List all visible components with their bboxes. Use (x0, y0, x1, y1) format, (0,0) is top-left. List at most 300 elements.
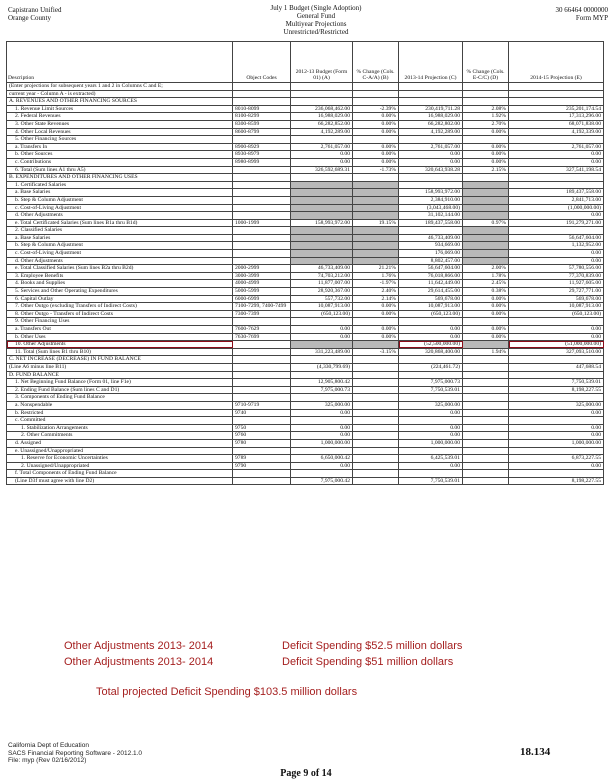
row-object-code: 8900-8929 (233, 143, 291, 151)
row-object-code: 6000-6999 (233, 295, 291, 303)
row-description: a. Nonspendable (7, 401, 233, 409)
row-budget-a (291, 83, 353, 91)
row-projection-e: (1,000,000.00) (509, 204, 604, 212)
table-row (7, 219, 604, 227)
row-change-b: 0.00% (353, 151, 399, 159)
table-header-row (7, 42, 604, 83)
row-projection-c: (52,500,000.00) (399, 341, 463, 349)
row-budget-a: 12,905,800.42 (291, 379, 353, 387)
row-change-b: 2.40% (353, 288, 399, 296)
row-projection-e: 8,198,227.55 (509, 386, 604, 394)
row-change-d (463, 174, 509, 182)
row-change-b: -1.73% (353, 166, 399, 174)
row-change-b: 1.76% (353, 272, 399, 280)
row-budget-a: 0.00 (291, 424, 353, 432)
row-change-b (353, 83, 399, 91)
row-budget-a: 0.00 (291, 158, 353, 166)
row-projection-e (509, 83, 604, 91)
row-projection-e: 77,370,839.00 (509, 272, 604, 280)
row-projection-c: 230,419,711.28 (399, 105, 463, 113)
row-change-d: 0.00% (463, 295, 509, 303)
annotation-line-2-left: Other Adjustments 2013- 2014 (64, 656, 214, 668)
row-object-code: 8010-8099 (233, 105, 291, 113)
table-row (7, 394, 604, 402)
row-change-d (463, 242, 509, 250)
row-budget-a: 331,223,489.00 (291, 348, 353, 356)
row-budget-a (291, 212, 353, 220)
county-name: Orange County (8, 14, 51, 22)
table-row (7, 401, 604, 409)
row-budget-a (291, 181, 353, 189)
table-row (7, 212, 604, 220)
row-change-b: 0.00% (353, 113, 399, 121)
row-change-d (463, 196, 509, 204)
table-row (7, 120, 604, 128)
row-projection-c: 320,643,938.28 (399, 166, 463, 174)
row-change-b (353, 447, 399, 455)
row-projection-c: 569,678.00 (399, 295, 463, 303)
row-description: C. NET INCREASE (DECREASE) IN FUND BALANCE (7, 356, 233, 364)
row-change-b: 0.00% (353, 158, 399, 166)
row-budget-a: 11,877,007.00 (291, 280, 353, 288)
row-projection-c: (650,123.00) (399, 310, 463, 318)
row-change-d: 0.38% (463, 288, 509, 296)
row-projection-c: 0.00 (399, 333, 463, 341)
row-description: a. Base Salaries (7, 189, 233, 197)
row-change-b (353, 341, 399, 349)
row-projection-e (509, 136, 604, 144)
row-budget-a (291, 98, 353, 106)
row-change-b (353, 401, 399, 409)
row-object-code: 7600-7629 (233, 326, 291, 334)
table-row (7, 310, 604, 318)
table-row (7, 196, 604, 204)
row-object-code: 7100-7299, 7400-7499 (233, 303, 291, 311)
row-projection-c: 4,192,289.00 (399, 128, 463, 136)
report-title (206, 4, 426, 36)
row-budget-a (291, 356, 353, 364)
row-projection-e: 57,780,556.00 (509, 265, 604, 273)
table-row (7, 386, 604, 394)
row-change-b (353, 181, 399, 189)
row-change-b: 0.00% (353, 333, 399, 341)
row-description: d. Assigned (7, 439, 233, 447)
row-projection-e: 29,727,771.00 (509, 288, 604, 296)
row-change-d (463, 250, 509, 258)
row-projection-e (509, 90, 604, 98)
row-budget-a (291, 90, 353, 98)
row-change-d (463, 318, 509, 326)
table-row (7, 136, 604, 144)
row-projection-e: 447,688.54 (509, 363, 604, 371)
district-name: Capistrano Unified (8, 6, 62, 14)
row-description: c. Cost-of-Living Adjustment (7, 204, 233, 212)
row-change-b (353, 409, 399, 417)
form-name: Form MYP (575, 14, 608, 22)
table-row (7, 83, 604, 91)
row-projection-c: 189,437,558.00 (399, 219, 463, 227)
row-change-d (463, 417, 509, 425)
row-object-code: 9790 (233, 462, 291, 470)
row-description: 3. Employee Benefits (7, 272, 233, 280)
row-projection-c (399, 98, 463, 106)
row-budget-a: 7,975,000.42 (291, 477, 353, 485)
row-object-code (233, 189, 291, 197)
row-projection-c: 158,993,972.00 (399, 189, 463, 197)
row-change-d: 2.08% (463, 105, 509, 113)
row-projection-c: 6,425,539.01 (399, 455, 463, 463)
row-projection-c (399, 136, 463, 144)
row-description: 3. Components of Ending Fund Balance (7, 394, 233, 402)
row-projection-e: 7,750,539.01 (509, 379, 604, 387)
row-object-code (233, 417, 291, 425)
row-projection-e: 11,927,605.00 (509, 280, 604, 288)
title-line-4: Unrestricted/Restricted (283, 28, 349, 36)
row-description: f. Total Components of Ending Fund Balance (7, 470, 233, 478)
row-change-d (463, 462, 509, 470)
row-projection-c: 0.00 (399, 151, 463, 159)
table-row (7, 227, 604, 235)
row-change-b: 0.00% (353, 143, 399, 151)
row-projection-c: (3,043,468.00) (399, 204, 463, 212)
row-object-code (233, 363, 291, 371)
row-change-b (353, 318, 399, 326)
row-object-code (233, 257, 291, 265)
row-projection-c (399, 83, 463, 91)
row-change-d (463, 394, 509, 402)
row-change-d (463, 439, 509, 447)
row-change-d: 0.00% (463, 303, 509, 311)
row-change-b (353, 196, 399, 204)
row-change-d (463, 98, 509, 106)
row-change-b: 21.21% (353, 265, 399, 273)
row-projection-c: 0.00 (399, 432, 463, 440)
row-projection-e: 0.00 (509, 257, 604, 265)
row-projection-e: 68,071,838.00 (509, 120, 604, 128)
footer-source (8, 742, 142, 765)
row-description: current year - Column A - is extracted) (7, 90, 233, 98)
row-projection-c: 56,647,604.00 (399, 265, 463, 273)
row-description: 2. Unassigned/Unappropriated (7, 462, 233, 470)
table-row (7, 295, 604, 303)
page-number-code: 18.134 (520, 746, 551, 758)
row-description: b. Other Uses (7, 333, 233, 341)
row-projection-c: 7,975,000.73 (399, 379, 463, 387)
row-change-d (463, 386, 509, 394)
row-budget-a: 0.00 (291, 151, 353, 159)
col-change-b: % Change (Cols. C-A/A) (B) (353, 42, 399, 83)
district-code: 30 66464 0000000 (555, 6, 608, 14)
row-projection-c: 11,642,449.00 (399, 280, 463, 288)
table-row (7, 333, 604, 341)
row-change-d (463, 363, 509, 371)
row-change-b (353, 477, 399, 485)
row-change-b (353, 455, 399, 463)
row-object-code: 5000-5999 (233, 288, 291, 296)
row-object-code: 7630-7699 (233, 333, 291, 341)
row-change-d: 2.15% (463, 166, 509, 174)
col-description: Description (7, 42, 233, 83)
table-row (7, 257, 604, 265)
row-change-b (353, 424, 399, 432)
row-change-d (463, 447, 509, 455)
row-budget-a (291, 196, 353, 204)
row-budget-a: 66,282,852.00 (291, 120, 353, 128)
row-change-b: -2.39% (353, 105, 399, 113)
row-object-code (233, 83, 291, 91)
row-description: 6. Total (Sum lines A1 thru A5) (7, 166, 233, 174)
row-projection-c: 2,384,910.00 (399, 196, 463, 204)
row-projection-c: 2,761,057.00 (399, 143, 463, 151)
row-projection-c: 176,069.00 (399, 250, 463, 258)
row-projection-e: 0.00 (509, 151, 604, 159)
row-object-code (233, 371, 291, 379)
row-object-code (233, 234, 291, 242)
row-change-d (463, 356, 509, 364)
row-projection-c: 10,087,913.00 (399, 303, 463, 311)
row-projection-c: 7,750,539.01 (399, 477, 463, 485)
row-projection-e: 2,841,713.00 (509, 196, 604, 204)
row-projection-e: 0.00 (509, 212, 604, 220)
row-description: c. Contributions (7, 158, 233, 166)
row-projection-e: 56,647,604.00 (509, 234, 604, 242)
col-projection-2014-15: 2014-15 Projection (E) (509, 42, 604, 83)
row-description: 4. Other Local Revenues (7, 128, 233, 136)
row-description: 1. Stabilization Arrangements (7, 424, 233, 432)
row-change-d: 0.00% (463, 158, 509, 166)
table-row (7, 303, 604, 311)
row-budget-a (291, 204, 353, 212)
row-projection-c (399, 356, 463, 364)
row-projection-e (509, 417, 604, 425)
row-change-d: 1.78% (463, 272, 509, 280)
row-budget-a: 1,000,000.00 (291, 439, 353, 447)
table-row (7, 424, 604, 432)
row-change-b (353, 212, 399, 220)
row-budget-a: 0.00 (291, 333, 353, 341)
title-line-2: General Fund (296, 12, 336, 20)
row-change-d (463, 136, 509, 144)
table-row (7, 371, 604, 379)
row-object-code: 9750 (233, 424, 291, 432)
row-description: 5. Other Financing Sources (7, 136, 233, 144)
row-change-d (463, 477, 509, 485)
row-projection-e: 0.00 (509, 333, 604, 341)
row-description: e. Unassigned/Unappropriated (7, 447, 233, 455)
row-description: 2. Federal Revenues (7, 113, 233, 121)
row-description: e. Total Classified Salaries (Sum lines B2a thru B2d) (7, 265, 233, 273)
row-change-d: 2.45% (463, 280, 509, 288)
row-projection-c: 325,000.00 (399, 401, 463, 409)
row-projection-e: 0.00 (509, 432, 604, 440)
row-projection-e: 10,087,913.00 (509, 303, 604, 311)
row-description: 8. Other Outgo - Transfers of Indirect Costs (7, 310, 233, 318)
row-description: (Line D3f must agree with line D2) (7, 477, 233, 485)
row-object-code (233, 212, 291, 220)
row-change-b (353, 363, 399, 371)
row-projection-e: 4,192,339.00 (509, 128, 604, 136)
row-change-b: 0.00% (353, 303, 399, 311)
row-change-d (463, 470, 509, 478)
row-description: 7. Other Outgo (excluding Transfers of Indirect Costs) (7, 303, 233, 311)
row-projection-e (509, 181, 604, 189)
row-object-code (233, 242, 291, 250)
row-object-code: 9740 (233, 409, 291, 417)
table-row (7, 143, 604, 151)
row-projection-c (399, 417, 463, 425)
row-projection-e: 0.00 (509, 250, 604, 258)
row-budget-a (291, 174, 353, 182)
table-row (7, 439, 604, 447)
row-projection-e: 327,093,510.00 (509, 348, 604, 356)
col-budget-2012-13: 2012-13 Budget (Form 01) (A) (291, 42, 353, 83)
table-row (7, 234, 604, 242)
row-budget-a: 0.00 (291, 432, 353, 440)
row-projection-c (399, 470, 463, 478)
row-budget-a (291, 189, 353, 197)
row-change-d (463, 189, 509, 197)
row-budget-a (291, 136, 353, 144)
row-projection-c (399, 371, 463, 379)
row-projection-c: 0.00 (399, 409, 463, 417)
row-description: 2. Ending Fund Balance (Sum lines C and D1) (7, 386, 233, 394)
row-object-code: 8300-8599 (233, 120, 291, 128)
table-row (7, 318, 604, 326)
row-projection-e: (650,123.00) (509, 310, 604, 318)
row-change-b (353, 470, 399, 478)
row-change-d (463, 181, 509, 189)
row-budget-a: 74,703,212.00 (291, 272, 353, 280)
row-change-d: 0.97% (463, 219, 509, 227)
row-change-b (353, 174, 399, 182)
row-projection-c: 0.00 (399, 424, 463, 432)
row-change-d: 0.00% (463, 128, 509, 136)
row-projection-c: 320,868,400.00 (399, 348, 463, 356)
row-change-b (353, 257, 399, 265)
row-change-b: 0.00% (353, 128, 399, 136)
row-description: (Line A6 minus line B11) (7, 363, 233, 371)
row-change-d: 0.00% (463, 326, 509, 334)
row-change-b (353, 136, 399, 144)
row-projection-c: 0.00 (399, 326, 463, 334)
table-row (7, 105, 604, 113)
row-description: 1. Revenue Limit Sources (7, 105, 233, 113)
row-object-code: 9710-9719 (233, 401, 291, 409)
row-change-b (353, 356, 399, 364)
row-projection-e (509, 98, 604, 106)
row-projection-c: 66,282,802.00 (399, 120, 463, 128)
row-change-b (353, 234, 399, 242)
row-change-b (353, 227, 399, 235)
table-row (7, 174, 604, 182)
row-object-code: 3000-3999 (233, 272, 291, 280)
row-change-d (463, 204, 509, 212)
row-projection-e (509, 371, 604, 379)
row-description: b. Step & Column Adjustment (7, 196, 233, 204)
table-row (7, 90, 604, 98)
table-row (7, 409, 604, 417)
table-row (7, 477, 604, 485)
table-row (7, 98, 604, 106)
page-indicator: Page 9 of 14 (280, 768, 332, 779)
row-projection-e: 0.00 (509, 409, 604, 417)
table-row (7, 356, 604, 364)
row-budget-a (291, 371, 353, 379)
row-budget-a: 4,192,289.00 (291, 128, 353, 136)
row-description: 6. Capital Outlay (7, 295, 233, 303)
row-budget-a: 0.00 (291, 462, 353, 470)
row-change-d (463, 90, 509, 98)
row-projection-c (399, 227, 463, 235)
row-object-code: 9780 (233, 439, 291, 447)
row-object-code (233, 90, 291, 98)
row-description: 5. Services and Other Operating Expenditures (7, 288, 233, 296)
row-object-code: 8100-8299 (233, 113, 291, 121)
row-change-d (463, 409, 509, 417)
row-description: a. Transfers Out (7, 326, 233, 334)
table-row (7, 447, 604, 455)
row-change-d: 2.70% (463, 120, 509, 128)
row-change-b (353, 90, 399, 98)
row-change-b: 19.15% (353, 219, 399, 227)
row-projection-c: 16,988,029.00 (399, 113, 463, 121)
row-description: a. Base Salaries (7, 234, 233, 242)
row-projection-e (509, 356, 604, 364)
row-budget-a: 16,988,029.00 (291, 113, 353, 121)
row-projection-c (399, 174, 463, 182)
row-change-b (353, 189, 399, 197)
row-change-d (463, 212, 509, 220)
row-change-d (463, 424, 509, 432)
row-object-code (233, 394, 291, 402)
row-change-b (353, 371, 399, 379)
table-row (7, 272, 604, 280)
row-change-b (353, 432, 399, 440)
row-projection-e: 1,000,000.00 (509, 439, 604, 447)
row-projection-e (509, 394, 604, 402)
row-projection-e: 6,873,227.55 (509, 455, 604, 463)
row-projection-e: 8,198,227.55 (509, 477, 604, 485)
table-row (7, 181, 604, 189)
row-budget-a: 10,087,913.00 (291, 303, 353, 311)
table-body (7, 83, 604, 485)
row-change-b (353, 386, 399, 394)
annotation-line-1-left: Other Adjustments 2013- 2014 (64, 640, 214, 652)
row-change-b (353, 462, 399, 470)
row-object-code: 8930-8979 (233, 151, 291, 159)
row-change-b: 0.00% (353, 120, 399, 128)
row-description: B. EXPENDITURES AND OTHER FINANCING USES (7, 174, 233, 182)
row-projection-c (399, 318, 463, 326)
row-object-code (233, 379, 291, 387)
row-change-b: 0.00% (353, 326, 399, 334)
row-budget-a: 7,975,000.73 (291, 386, 353, 394)
table-row (7, 250, 604, 258)
row-object-code: 7300-7399 (233, 310, 291, 318)
row-description: 3. Other State Revenues (7, 120, 233, 128)
row-change-b (353, 242, 399, 250)
row-projection-e: 0.00 (509, 158, 604, 166)
row-description: 1. Net Beginning Fund Balance (Form 01, line F1e) (7, 379, 233, 387)
row-change-d: 0.00% (463, 151, 509, 159)
row-projection-c: 31,102,144.00 (399, 212, 463, 220)
row-description: 9. Other Financing Uses (7, 318, 233, 326)
row-change-b (353, 98, 399, 106)
row-budget-a: 2,761,057.00 (291, 143, 353, 151)
row-object-code: 2000-2999 (233, 265, 291, 273)
row-change-d: 0.00% (463, 143, 509, 151)
row-description: e. Total Certificated Salaries (Sum lines B1a thru B1d) (7, 219, 233, 227)
